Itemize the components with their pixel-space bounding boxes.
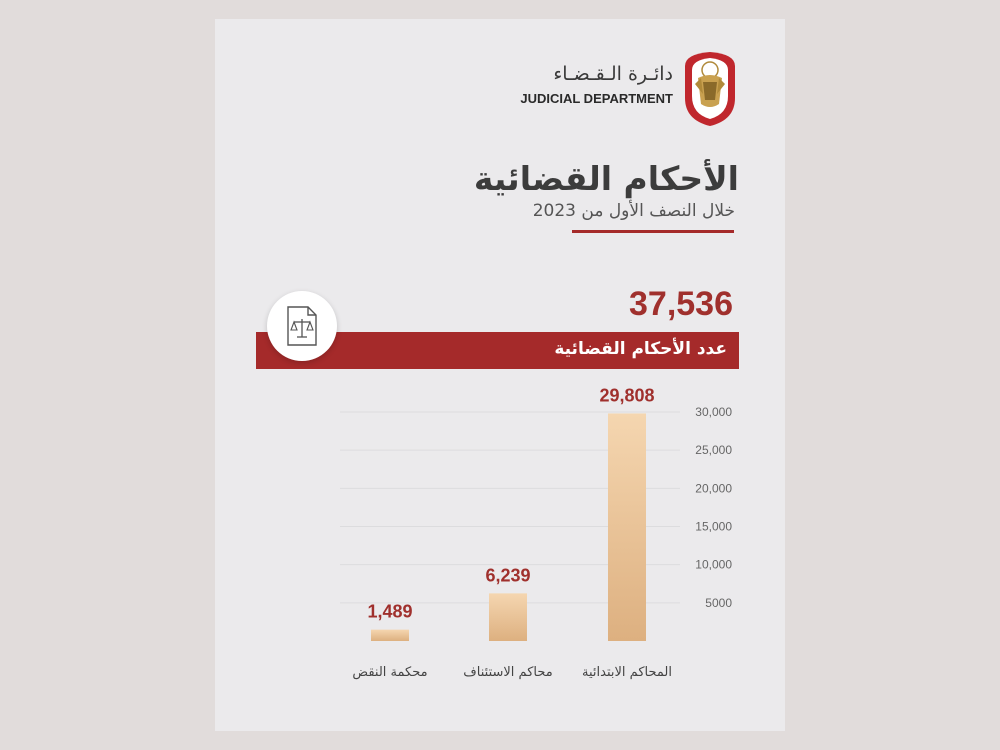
total-label: عدد الأحكام القضائية <box>554 339 727 359</box>
total-value: 37,536 <box>629 285 733 323</box>
infographic-card <box>215 19 785 731</box>
category-label: المحاكم الابتدائية <box>582 665 672 680</box>
data-label: 6,239 <box>485 565 531 586</box>
y-tick-label: 10,000 <box>695 557 732 572</box>
y-tick-label: 25,000 <box>695 443 732 458</box>
org-name-arabic: دائـرة الـقـضـاء <box>553 63 673 85</box>
bar <box>608 413 646 641</box>
bar-chart <box>215 19 785 731</box>
data-label: 29,808 <box>599 385 655 406</box>
y-tick-label: 15,000 <box>695 519 732 534</box>
category-label: محكمة النقض <box>352 665 428 680</box>
org-name-english: JUDICIAL DEPARTMENT <box>520 91 673 106</box>
category-label: محاكم الاستئناف <box>463 665 553 680</box>
y-tick-label: 5000 <box>705 595 732 610</box>
y-tick-label: 20,000 <box>695 481 732 496</box>
y-tick-label: 30,000 <box>695 405 732 419</box>
bar <box>489 593 527 641</box>
page-title: الأحكام القضائية <box>473 159 739 198</box>
bar <box>371 630 409 641</box>
data-label: 1,489 <box>367 601 413 622</box>
page-subtitle: خلال النصف الأول من 2023 <box>532 201 735 221</box>
